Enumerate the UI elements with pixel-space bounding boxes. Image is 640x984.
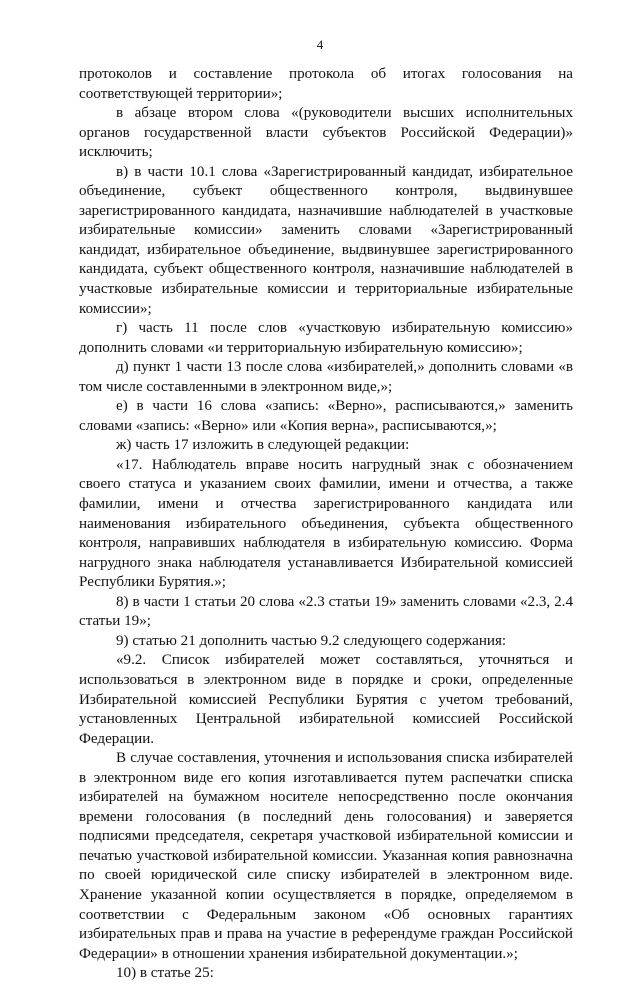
paragraph: 8) в части 1 статьи 20 слова «2.3 статьи 19» заменить словами «2.3, 2.4 статьи 19»;	[79, 593, 573, 630]
paragraph: в абзаце втором слова «(руководители высших исполнительных органов государственной власти субъектов Российской Федерации)» исключить;	[79, 105, 573, 161]
paragraph: протоколов и составление протокола об итогах голосования на соответствующей территории»;	[79, 66, 573, 102]
paragraph: д) пункт 1 части 13 после слова «избирателей,» дополнить словами «в том числе составленными в электронном виде,»;	[79, 359, 573, 395]
paragraph: В случае составления, уточнения и использования списка избирателей в электронном виде его копия изготавливается путем распечатки списка избирателей на бумажном носителе непосредственно после окончания времени голосования (в последний день голосования) и заверяется подписями председателя, секретаря участковой избирательной комиссии и печатью участковой избирательной комиссии. Указанная копия равнозначна по своей юридической силе списку избирателей в электронном виде. Хранение указанной копии осуществляется в порядке, определяемом в соответствии с Федеральным законом «Об основных гарантиях избирательных прав и права на участие в референдуме граждан Российской Федерации» в отношении хранения избирательной документации.»;	[79, 750, 573, 962]
paragraph: е) в части 16 слова «запись: «Верно», расписываются,» заменить словами «запись: «Верно» или «Копия верна», расписываются,»;	[79, 398, 573, 434]
page-number: 4	[316, 37, 324, 52]
paragraph: г) часть 11 после слов «участковую избирательную комиссию» дополнить словами «и территориальную избирательную комиссию»;	[79, 320, 573, 356]
document-body	[79, 65, 573, 984]
paragraph: 9) статью 21 дополнить частью 9.2 следующего содержания:	[116, 632, 507, 649]
paragraph: «9.2. Список избирателей может составляться, уточняться и использоваться в электронном виде в порядке и сроки, определенные Избирательной комиссией Республики Бурятия с учетом требований, установленных Центральной избирательной комиссией Российской Федерации.	[79, 652, 573, 747]
paragraph: «17. Наблюдатель вправе носить нагрудный знак с обозначением своего статуса и указанием своих фамилии, имени и отчества, а также фамилии, имени и отчества зарегистрированного кандидата или наименования избирательного объединения, субъекта общественного контроля, направивших наблюдателя в избирательную комиссию. Форма нагрудного знака наблюдателя устанавливается Избирательной комиссией Республики Бурятия.»;	[79, 456, 573, 591]
paragraph: в) в части 10.1 слова «Зарегистрированный кандидат, избирательное объединение, субъект общественного контроля, выдвинувшее зарегистрированного кандидата, назначившие наблюдателей в участковые избирательные комиссии» заменить словами «Зарегистрированный кандидат, избирательное объединение, выдвинувшее зарегистрированного кандидата, субъект общественного контроля, назначившие наблюдателей в участковые избирательные комиссии и территориальные избирательные комиссии»;	[79, 163, 573, 317]
paragraph: 10) в статье 25:	[116, 965, 214, 982]
paragraph: ж) часть 17 изложить в следующей редакции:	[116, 437, 410, 454]
